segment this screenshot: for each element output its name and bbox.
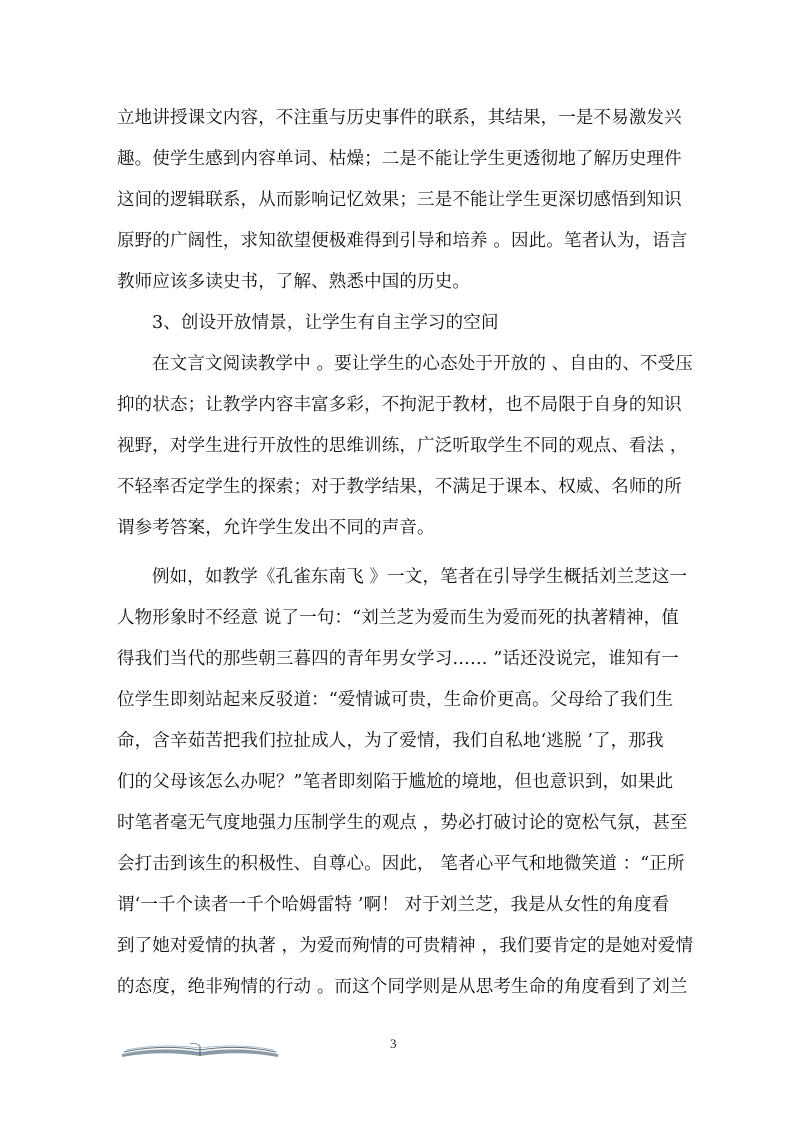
text-line: 这间的逻辑联系，从而影响记忆效果；三是不能让学生更深切感悟到知识 [117, 190, 682, 210]
text-line: 命，含辛茹苦把我们拉扯成人，为了爱情，我们自私地‘逃脱 ’了，那我 [117, 731, 664, 751]
book-icon [120, 1040, 280, 1060]
text-line: 们的父母该怎么办呢？”笔者即刻陷于尴尬的境地，但也意识到，如果此 [117, 772, 674, 792]
text-line: 得我们当代的那些朝三暮四的青年男女学习…… ”话还没说完，谁知有一 [117, 649, 679, 669]
text-line: 会打击到该生的积极性、自尊心。因此， 笔者心平气和地微笑道 ：“正所 [117, 854, 685, 874]
text-line: 立地讲授课文内容，不注重与历史事件的联系，其结果，一是不易激发兴 [117, 108, 682, 128]
text-line: 趣。使学生感到内容单词、枯燥；二是不能让学生更透彻地了解历史理件 [117, 149, 682, 169]
text-line: 在文言文阅读教学中 。要让学生的心态处于开放的 、自由的、不受压 [152, 354, 693, 374]
paragraph [117, 559, 694, 1010]
text-line: 人物形象时不经意 说了一句：“刘兰芝为爱而生为爱而死的执著精神，值 [117, 608, 679, 628]
text-line: 教师应该多读史书，了解、熟悉中国的历史。 [117, 272, 470, 292]
paragraph [117, 346, 693, 551]
text-line: 视野，对学生进行开放性的思维训练，广泛听取学生不同的观点、看法 ， [117, 436, 688, 456]
text-line: 时笔者毫无气度地强力压制学生的观点 ，势必打破讨论的宽松气氛，甚至 [117, 813, 688, 833]
text-line: 谓参考答案，允许学生发出不同的声音。 [117, 518, 435, 538]
text-line: 例如，如教学《孔雀东南飞 》一文，笔者在引导学生概括刘兰芝这一 [152, 567, 688, 587]
text-line: 抑的状态；让教学内容丰富多彩，不拘泥于教材，也不局限于自身的知识 [117, 395, 682, 415]
paragraph [117, 100, 688, 305]
section-heading [117, 305, 683, 346]
text-line: 位学生即刻站起来反驳道：“爱情诚可贵，生命价更高。父母给了我们生 [117, 690, 674, 710]
document-body [117, 100, 694, 1010]
text-line: 谓‘一千个读者一千个哈姆雷特 ’啊！ 对于刘兰芝，我是从女性的角度看 [117, 895, 670, 915]
text-line: 到了她对爱情的执著 ，为爱而殉情的可贵精神 ，我们要肯定的是她对爱情 [117, 936, 694, 956]
text-line: 的态度，绝非殉情的行动 。而这个同学则是从思考生命的角度看到了刘兰 [117, 977, 688, 997]
page-number: 3 [390, 1036, 397, 1051]
text-line: 3、创设开放情景，让学生有自主学习的空间 [152, 313, 499, 333]
text-line: 不轻率否定学生的探索；对于教学结果，不满足于课本、权威、名师的所 [117, 477, 682, 497]
text-line: 原野的广阔性，求知欲望便极难得到引导和培养 。因此。笔者认为，语言 [117, 231, 688, 251]
